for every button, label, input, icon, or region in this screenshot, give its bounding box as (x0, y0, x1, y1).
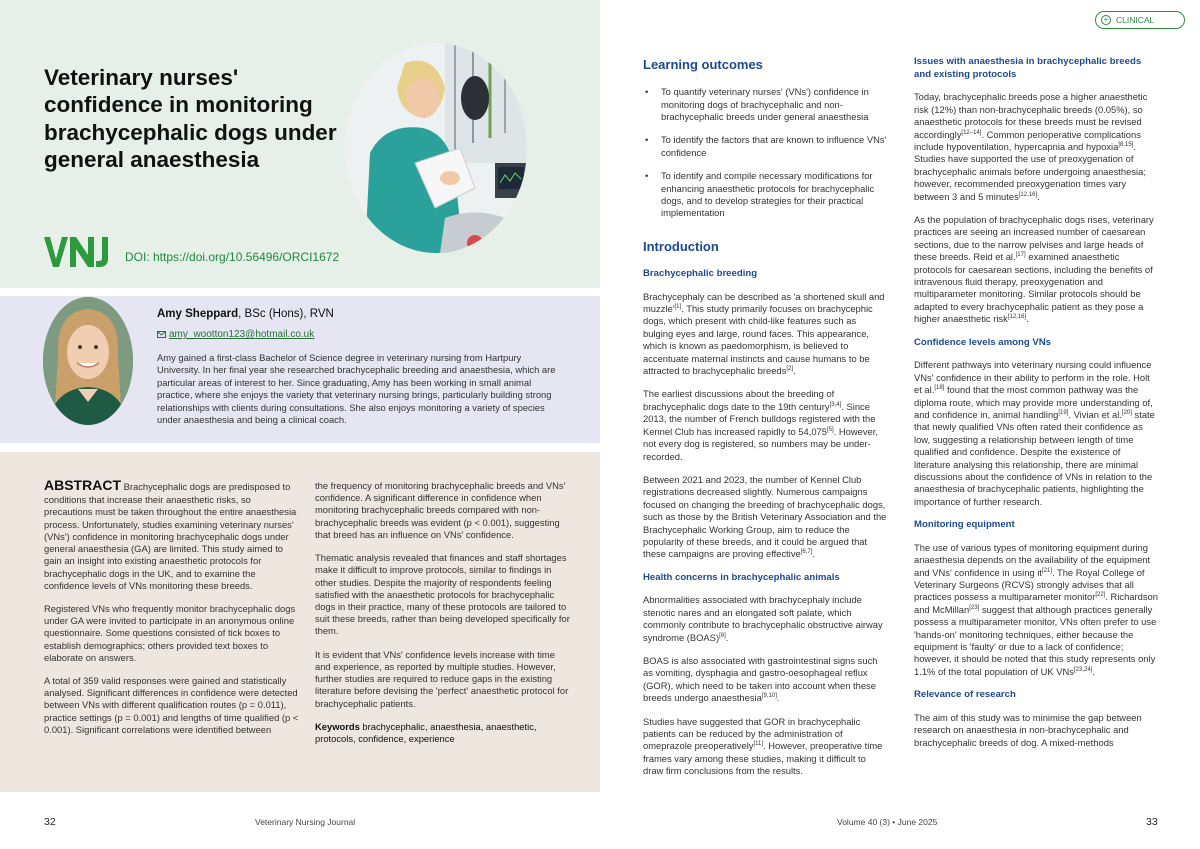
issues-anaesthesia-heading: Issues with anaesthesia in brachycephalic breeds and existing protocols (914, 56, 1142, 80)
brachycephalic-breeding-heading: Brachycephalic breeding (643, 267, 758, 279)
author-block (0, 296, 600, 443)
page-number-right: 33 (1146, 816, 1158, 828)
body-paragraph: The use of various types of monitoring equipment during anaesthesia depends on the availability of the equipment and VNs' confidence in using it[21]. The Royal College of Veterinary Surgeons (RCVS) strongly advises that all practices possess a multiparameter monitor[22]. Richardson and McMillan[23] suggest that although practices generally possess a multiparameter monitor, VNs often prefer to use 'hands-on' monitoring techniques, either because the equipment is 'faulty' or due to a lack of confidence; however, it should be noted that this study represents only 1.1% of the total population of UK VNs[23,24]. (914, 541, 1158, 677)
author-email-line (157, 329, 314, 340)
body-paragraph: Studies have suggested that GOR in brachycephalic patients can be reduced by the administration of omeprazole preoperatively[11]. However, preoperative time frames vary among these studies, making it difficult to draw firm conclusions from the results. (643, 715, 883, 777)
author-portrait (43, 297, 133, 425)
right-column-2 (914, 56, 1159, 760)
body-paragraph: Abnormalities associated with brachycephaly include stenotic nares and an elongated soft palate, which commonly contribute to brachycephalic obstructive airway syndrome (BOAS)[8]. (643, 594, 883, 643)
author-name-line (157, 308, 334, 320)
clinical-badge-label: CLINICAL (1116, 15, 1155, 25)
clinical-badge (1095, 11, 1185, 29)
author-bio: Amy gained a first-class Bachelor of Science degree in veterinary nursing from Hartpury University. In her final year she researched brachycephalic breeding and anaesthesia, which are particular areas of interest to her. Since graduating, Amy has been working in small animal practice, where she enjoys the variety that veterinary nursing brings, particularly building strong relationships with clients during consultations. She also enjoys monitoring a variety of species under anaesthesia and being a clinical coach. (157, 352, 556, 426)
right-column-1 (643, 56, 888, 789)
keywords (315, 721, 570, 745)
body-paragraph: Different pathways into veterinary nursing could influence VNs' confidence in their ability to perform in the role. Holt et al.[18] found that the most common pathway was the diploma route, which may provide more understanding of, and confidence in, animal handling[19]. Vivian et al.[20] state that newly qualified VNs often rated their confidence as low, suggesting a relationship between length of time qualified and confidence. Despite the existence of literature analysing this relationship, there are minimal discussions about the confidence of VNs in relation to the anaesthesia of brachycephalic patients, highlighting the importance of further research. (914, 359, 1155, 507)
learning-outcomes-heading: Learning outcomes (643, 57, 763, 72)
body-paragraph: The earliest discussions about the breeding of brachycephalic dogs date to the 19th century[3,4]. Since 2013, the number of French bulldogs registered with the Kennel Club has increased rapidly to 54,075[5]. However, not every dog is registered, so numbers may be under-recorded. (643, 388, 878, 462)
list-item: • To quantify veterinary nurses' (VNs') confidence in monitoring dogs of brachycephalic and non-brachycephalic breeds under general anaesthesia (643, 86, 888, 123)
monitoring-equipment-heading: Monitoring equipment (914, 519, 1015, 531)
abstract-heading: ABSTRACT (44, 477, 121, 493)
vnj-logo (44, 237, 110, 267)
envelope-icon (157, 331, 166, 338)
abstract-paragraph: the frequency of monitoring brachycephalic breeds and VNs' confidence. A significant difference in confidence when monitoring brachycephalic breeds compared with non-brachycephalic breeds was evident (p < 0.001), suggesting that breed has an influence on VNs' confidence. (315, 480, 566, 540)
abstract-paragraph: Thematic analysis revealed that finances and staff shortages make it difficult to improve protocols, similar to findings in other studies. Despite the majority of respondents feeling satisfied with the anaesthetic protocols for brachycephalic dogs in their practice, many of these protocols are tailored to suit these breeds, rather than being developed specifically for them. (315, 552, 570, 637)
page-number-left: 32 (44, 816, 56, 828)
abstract-column-1 (44, 476, 299, 747)
abstract-block (0, 452, 600, 792)
right-page (600, 0, 1200, 849)
list-item: • To identify the factors that are known to influence VNs' confidence (643, 134, 888, 159)
abstract-paragraph: A total of 359 valid responses were gained and statistically analysed. Significant differences in confidence were detected between VNs with different qualification routes (p = 0.011), practice settings (p = 0.001) and lengths of time qualified (p < 0.001). Significant correlations were identified between (44, 675, 299, 735)
abstract-paragraph: ABSTRACT Brachycephalic dogs are predisposed to conditions that increase their anaesthetic risks, so precautions must be taken throughout the entire anaesthesia process. Unfortunately, studies examining veterinary nurses' (VNs') confidence in monitoring brachycephalic dogs under general anaesthesia (GA) are limited. This study aimed to gain an insight into existing anaesthetic protocols for brachycephalic dogs in the UK, and to examine the confidence levels of VNs monitoring these breeds. (44, 477, 297, 591)
author-name: Amy Sheppard (157, 308, 239, 320)
header-photo (345, 43, 527, 253)
veterinary-nurse-photo (345, 43, 527, 253)
article-title: Veterinary nurses' confidence in monitoring brachycephalic dogs under general anaesthesia (44, 65, 337, 173)
keywords-heading: Keywords (315, 720, 360, 732)
abstract-paragraph: Registered VNs who frequently monitor brachycephalic dogs under GA were invited to participate in an anonymous online questionnaire. Some questions consisted of tick boxes to establish demographics; others provided text boxes to elaborate on answers. (44, 602, 296, 663)
abstract-column-2 (315, 480, 570, 756)
journal-name-footer: Veterinary Nursing Journal (255, 817, 356, 827)
author-credentials: , BSc (Hons), RVN (238, 308, 334, 320)
volume-footer: Volume 40 (3) • June 2025 (837, 817, 938, 827)
learning-outcomes-list (643, 86, 888, 220)
body-paragraph: Today, brachycephalic breeds pose a higher anaesthetic risk (12%) than non-brachycephalic breeds (0.05%), so anaesthetic protocols for these breeds must be revised accordingly[12–14]. Common perioperative complications include hypoventilation, hypercapnia and hypoxia[8,15]. Studies have supported the use of preoxygenation of brachycephalic animals before undergoing anaesthesia; however, recommended preoxygenation times vary between 3 and 5 minutes[12,16]. (914, 91, 1148, 202)
doi-text[interactable]: DOI: https://doi.org/10.56496/ORCI1672 (125, 250, 340, 264)
body-paragraph: Brachycephaly can be described as 'a shortened skull and muzzle'[1]. This study primarily focuses on brachycephic dogs, which present with child-like features such as bulging eyes and large, round faces. This appearance, which is known as paedomorphism, is believed to accentuate maternal instincts and cause humans to be attracted to brachycephalic breeds[2]. (643, 290, 885, 377)
author-email-link[interactable]: amy_wootton123@hotmail.co.uk (169, 329, 315, 340)
author-photo (43, 297, 133, 425)
body-paragraph: Between 2021 and 2023, the number of Kennel Club registrations decreased slightly. Numerous campaigns focused on changing the breeding of brachycephalic dogs, such as those by the British Veterinary Association and the Brachycephalic Working Group, aim to reduce the popularity of these breeds, and it could be argued that these campaigns are proving effective[6,7]. (643, 473, 887, 560)
title-block (0, 0, 600, 288)
plus-circle-icon: + (1101, 15, 1111, 25)
body-paragraph: As the population of brachycephalic dogs rises, veterinary practices are seeing an increased number of caesarean sections, due to the narrow pelvises and large heads of these breeds. Reid et al.[17] examined anaesthetic protocols for caesarean sections, including the benefits of intravenous fluid therapy, preoxygenation and multiparameter monitoring. Similar protocols should be adapted to every brachycephalic patient as they pose a higher anaesthetic risk[12,16]. (914, 213, 1154, 325)
introduction-heading: Introduction (643, 238, 719, 254)
body-paragraph: BOAS is also associated with gastrointestinal signs such as vomiting, dysphagia and gastro-oesophageal reflux (GOR), which need to be taken into account when these breeds undergo anaesthesia[9,10]. (643, 655, 878, 704)
abstract-paragraph: It is evident that VNs' confidence levels increase with time and experience, as reported by multiple studies. However, further studies are required to reduce gaps in the existing literature before devising the 'perfect' anaesthetic protocol for brachycephalic patients. (315, 648, 569, 709)
health-concerns-heading: Health concerns in brachycephalic animals (643, 571, 840, 583)
confidence-levels-heading: Confidence levels among VNs (914, 336, 1052, 348)
relevance-of-research-heading: Relevance of research (914, 689, 1016, 701)
list-item: • To identify and compile necessary modifications for enhancing anaesthetic protocols for brachycephalic dogs, and to develop strategies for their practical implementation (643, 170, 888, 220)
body-paragraph: The aim of this study was to minimise the gap between research on anaesthesia in non-brachycephalic and brachycephalic breeds of dog. A mixed-methods (914, 711, 1142, 748)
keywords-text: brachycephalic, anaesthesia, anaesthetic, protocols, confidence, experience (315, 720, 537, 744)
